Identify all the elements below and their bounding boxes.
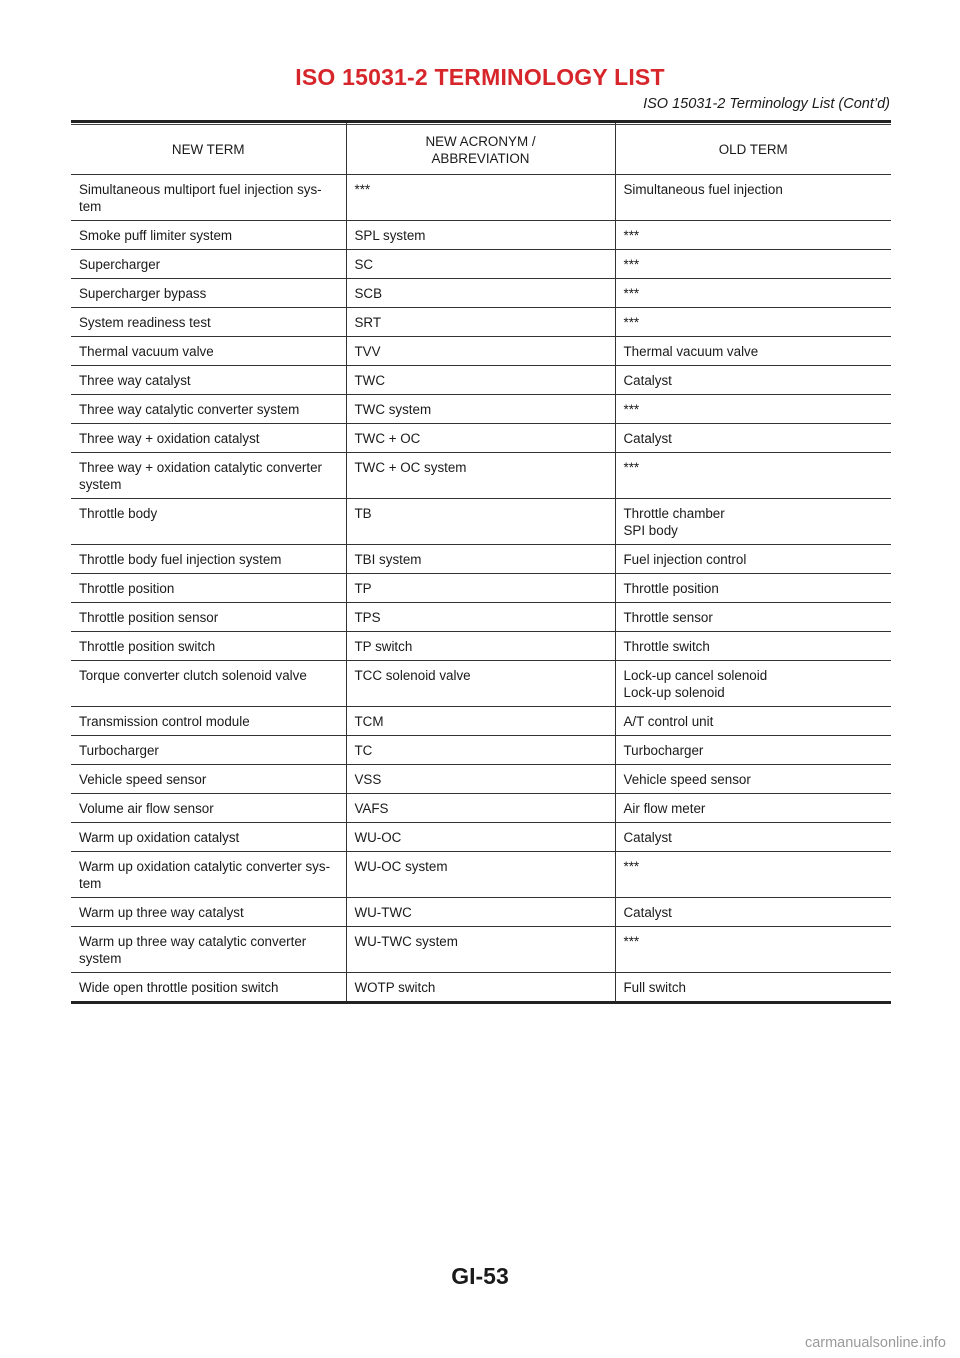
acronym-cell-text: WU-OC	[354, 829, 402, 845]
acronym-cell	[346, 603, 615, 632]
acronym-cell	[346, 736, 615, 765]
new-term-cell-text: Warm up three way catalyst	[79, 904, 244, 920]
table-row	[71, 337, 891, 366]
acronym-cell-text: SPL system	[354, 227, 426, 243]
table-row	[71, 603, 891, 632]
new-term-cell-text: Vehicle speed sensor	[79, 771, 207, 787]
cell-spacer	[355, 950, 607, 967]
new-term-cell-text: Three way catalyst	[79, 372, 191, 388]
table-body	[71, 175, 891, 1002]
new-term-cell	[71, 973, 346, 1002]
new-term-cell	[71, 632, 346, 661]
acronym-cell	[346, 453, 615, 499]
new-term-cell	[71, 499, 346, 545]
acronym-cell-text: TCC solenoid valve	[354, 667, 471, 683]
new-term-cell	[71, 823, 346, 852]
new-term-cell-text: Supercharger bypass	[79, 285, 207, 301]
table-row	[71, 794, 891, 823]
new-term-cell-text: Smoke puff limiter system	[79, 227, 233, 243]
page-number: GI-53	[451, 1263, 509, 1289]
acronym-cell-text: WOTP switch	[354, 979, 436, 995]
table-row	[71, 221, 891, 250]
cell-spacer	[624, 476, 884, 493]
old-term-cell	[615, 574, 891, 603]
new-term-cell	[71, 366, 346, 395]
old-term-cell-text: Catalyst	[623, 829, 672, 845]
old-term-cell-text: Vehicle speed sensor	[623, 771, 751, 787]
new-term-cell-text: Supercharger	[79, 256, 161, 272]
new-term-cell-text: tem	[79, 875, 102, 891]
acronym-cell-text: TWC system	[354, 401, 432, 417]
new-term-cell-text: Warm up three way catalytic converter	[79, 933, 307, 949]
acronym-cell	[346, 661, 615, 707]
cell-spacer	[624, 950, 884, 967]
acronym-cell-text: TP	[354, 580, 372, 596]
new-term-cell-text: system	[79, 476, 122, 492]
table-row	[71, 545, 891, 574]
new-term-cell	[71, 424, 346, 453]
old-term-cell	[615, 221, 891, 250]
table-row	[71, 395, 891, 424]
acronym-cell	[346, 279, 615, 308]
new-term-cell-text: Throttle position switch	[79, 638, 216, 654]
new-term-cell	[71, 279, 346, 308]
table-row	[71, 499, 891, 545]
acronym-cell-text: WU-TWC system	[354, 933, 458, 949]
table-row	[71, 823, 891, 852]
new-term-cell-text: Torque converter clutch solenoid valve	[79, 667, 307, 683]
cell-spacer	[355, 522, 607, 539]
old-term-cell	[615, 453, 891, 499]
new-term-cell	[71, 175, 346, 221]
table-row	[71, 175, 891, 221]
acronym-cell	[346, 175, 615, 221]
new-term-cell	[71, 545, 346, 574]
column-header-new-acronym-line2: ABBREVIATION	[431, 150, 530, 166]
new-term-cell	[71, 736, 346, 765]
old-term-cell	[615, 927, 891, 973]
old-term-cell	[615, 707, 891, 736]
new-term-cell-text: Warm up oxidation catalyst	[79, 829, 240, 845]
acronym-cell	[346, 823, 615, 852]
acronym-cell	[346, 707, 615, 736]
new-term-cell-text: Transmission control module	[79, 713, 250, 729]
column-header-old-term	[615, 123, 891, 175]
new-term-cell-text: Turbocharger	[79, 742, 159, 758]
old-term-cell	[615, 973, 891, 1002]
old-term-cell	[615, 424, 891, 453]
new-term-cell	[71, 250, 346, 279]
acronym-cell-text: TBI system	[354, 551, 422, 567]
cell-spacer	[624, 875, 884, 892]
acronym-cell	[346, 337, 615, 366]
new-term-cell	[71, 898, 346, 927]
old-term-cell-text: A/T control unit	[623, 713, 714, 729]
old-term-cell-text: Catalyst	[623, 430, 672, 446]
page-subtitle: ISO 15031-2 Terminology List (Cont’d)	[643, 96, 890, 112]
acronym-cell	[346, 221, 615, 250]
acronym-cell	[346, 632, 615, 661]
acronym-cell-text: TWC + OC system	[354, 459, 467, 475]
old-term-cell	[615, 632, 891, 661]
old-term-cell-text: Throttle sensor	[623, 609, 713, 625]
old-term-cell-text: Lock-up cancel solenoid	[623, 667, 768, 683]
new-term-cell-text: System readiness test	[79, 314, 211, 330]
new-term-cell	[71, 337, 346, 366]
new-term-cell	[71, 308, 346, 337]
acronym-cell	[346, 250, 615, 279]
acronym-cell-text: TWC + OC	[354, 430, 421, 446]
page-title: ISO 15031-2 TERMINOLOGY LIST	[295, 64, 665, 90]
old-term-cell	[615, 545, 891, 574]
old-term-cell-text: ***	[623, 314, 640, 330]
old-term-cell-text: Catalyst	[623, 372, 672, 388]
cell-spacer	[355, 875, 607, 892]
acronym-cell-text: SCB	[354, 285, 383, 301]
new-term-cell	[71, 453, 346, 499]
table-row	[71, 453, 891, 499]
old-term-cell-text: ***	[623, 256, 640, 272]
acronym-cell	[346, 973, 615, 1002]
acronym-cell-text: ***	[354, 181, 371, 197]
acronym-cell-text: WU-OC system	[354, 858, 448, 874]
new-term-cell-text: tem	[79, 198, 102, 214]
old-term-cell-text: Air flow meter	[623, 800, 706, 816]
table-row	[71, 308, 891, 337]
new-term-cell-text: Three way catalytic converter system	[79, 401, 300, 417]
old-term-cell-text: Full switch	[623, 979, 687, 995]
acronym-cell	[346, 395, 615, 424]
old-term-cell-text: Lock-up solenoid	[623, 684, 725, 700]
new-term-cell-text: Throttle body	[79, 505, 158, 521]
table-header-row	[71, 123, 891, 175]
acronym-cell	[346, 794, 615, 823]
table-row	[71, 927, 891, 973]
table-row	[71, 898, 891, 927]
old-term-cell	[615, 823, 891, 852]
acronym-cell-text: TC	[354, 742, 373, 758]
old-term-cell-text: Thermal vacuum valve	[623, 343, 759, 359]
acronym-cell	[346, 545, 615, 574]
new-term-cell	[71, 574, 346, 603]
acronym-cell	[346, 499, 615, 545]
table-row	[71, 852, 891, 898]
acronym-cell	[346, 927, 615, 973]
acronym-cell-text: TVV	[354, 343, 381, 359]
header-rule	[71, 124, 891, 125]
table-row	[71, 707, 891, 736]
table-row	[71, 366, 891, 395]
old-term-cell	[615, 794, 891, 823]
cell-spacer	[624, 198, 884, 215]
new-term-cell-text: Throttle position	[79, 580, 175, 596]
new-term-cell	[71, 395, 346, 424]
old-term-cell-text: Turbocharger	[623, 742, 704, 758]
old-term-cell-text: ***	[623, 285, 640, 301]
new-term-cell-text: Thermal vacuum valve	[79, 343, 214, 359]
old-term-cell	[615, 337, 891, 366]
column-header-old-term-label: OLD TERM	[718, 142, 788, 157]
table-row	[71, 973, 891, 1002]
table-row	[71, 736, 891, 765]
column-header-new-acronym-line1: NEW ACRONYM /	[425, 133, 536, 149]
acronym-cell	[346, 898, 615, 927]
watermark: carmanualsonline.info	[804, 1335, 946, 1351]
cell-spacer	[355, 198, 607, 215]
new-term-cell-text: Volume air flow sensor	[79, 800, 214, 816]
old-term-cell-text: Throttle position	[623, 580, 719, 596]
new-term-cell	[71, 765, 346, 794]
cell-spacer	[79, 522, 338, 539]
new-term-cell-text: Warm up oxidation catalytic converter sys-	[79, 858, 331, 874]
old-term-cell-text: ***	[623, 933, 640, 949]
new-term-cell	[71, 661, 346, 707]
new-term-cell	[71, 852, 346, 898]
old-term-cell-text: SPI body	[623, 522, 678, 538]
acronym-cell-text: SC	[354, 256, 374, 272]
acronym-cell-text: TP switch	[354, 638, 413, 654]
table-row	[71, 632, 891, 661]
acronym-cell	[346, 424, 615, 453]
table-row	[71, 424, 891, 453]
old-term-cell	[615, 661, 891, 707]
acronym-cell-text: VSS	[354, 771, 382, 787]
old-term-cell	[615, 366, 891, 395]
old-term-cell-text: Throttle switch	[623, 638, 710, 654]
acronym-cell	[346, 852, 615, 898]
old-term-cell	[615, 308, 891, 337]
new-term-cell	[71, 603, 346, 632]
old-term-cell	[615, 250, 891, 279]
column-header-new-term	[71, 123, 346, 175]
old-term-cell-text: ***	[623, 227, 640, 243]
acronym-cell-text: VAFS	[354, 800, 389, 816]
old-term-cell	[615, 279, 891, 308]
new-term-cell-text: Simultaneous multiport fuel injection sys-	[79, 181, 322, 197]
old-term-cell-text: Throttle chamber	[623, 505, 725, 521]
acronym-cell	[346, 308, 615, 337]
old-term-cell-text: ***	[623, 858, 640, 874]
table-row	[71, 765, 891, 794]
column-header-new-term-label: NEW TERM	[171, 142, 245, 157]
new-term-cell-text: Three way + oxidation catalytic converter	[79, 459, 323, 475]
table-row	[71, 279, 891, 308]
acronym-cell	[346, 366, 615, 395]
new-term-cell-text: system	[79, 950, 122, 966]
old-term-cell	[615, 499, 891, 545]
old-term-cell	[615, 603, 891, 632]
acronym-cell-text: TCM	[354, 713, 384, 729]
table-row	[71, 250, 891, 279]
old-term-cell	[615, 736, 891, 765]
old-term-cell	[615, 898, 891, 927]
old-term-cell-text: ***	[623, 401, 640, 417]
old-term-cell-text: Fuel injection control	[623, 551, 747, 567]
terminology-table	[71, 120, 891, 1004]
acronym-cell-text: TB	[354, 505, 372, 521]
acronym-cell-text: WU-TWC	[354, 904, 412, 920]
new-term-cell-text: Throttle body fuel injection system	[79, 551, 282, 567]
old-term-cell	[615, 852, 891, 898]
cell-spacer	[79, 684, 338, 701]
cell-spacer	[355, 684, 607, 701]
cell-spacer	[355, 476, 607, 493]
new-term-cell	[71, 221, 346, 250]
old-term-cell-text: Catalyst	[623, 904, 672, 920]
new-term-cell	[71, 794, 346, 823]
new-term-cell-text: Three way + oxidation catalyst	[79, 430, 260, 446]
new-term-cell	[71, 707, 346, 736]
acronym-cell-text: TWC	[354, 372, 385, 388]
column-header-new-acronym	[346, 123, 615, 175]
old-term-cell	[615, 395, 891, 424]
acronym-cell-text: SRT	[354, 314, 382, 330]
old-term-cell	[615, 765, 891, 794]
new-term-cell	[71, 927, 346, 973]
acronym-cell	[346, 765, 615, 794]
new-term-cell-text: Throttle position sensor	[79, 609, 219, 625]
acronym-cell-text: TPS	[354, 609, 381, 625]
table-row	[71, 574, 891, 603]
old-term-cell-text: ***	[623, 459, 640, 475]
old-term-cell	[615, 175, 891, 221]
acronym-cell	[346, 574, 615, 603]
old-term-cell-text: Simultaneous fuel injection	[623, 181, 783, 197]
new-term-cell-text: Wide open throttle position switch	[79, 979, 279, 995]
table-row	[71, 661, 891, 707]
